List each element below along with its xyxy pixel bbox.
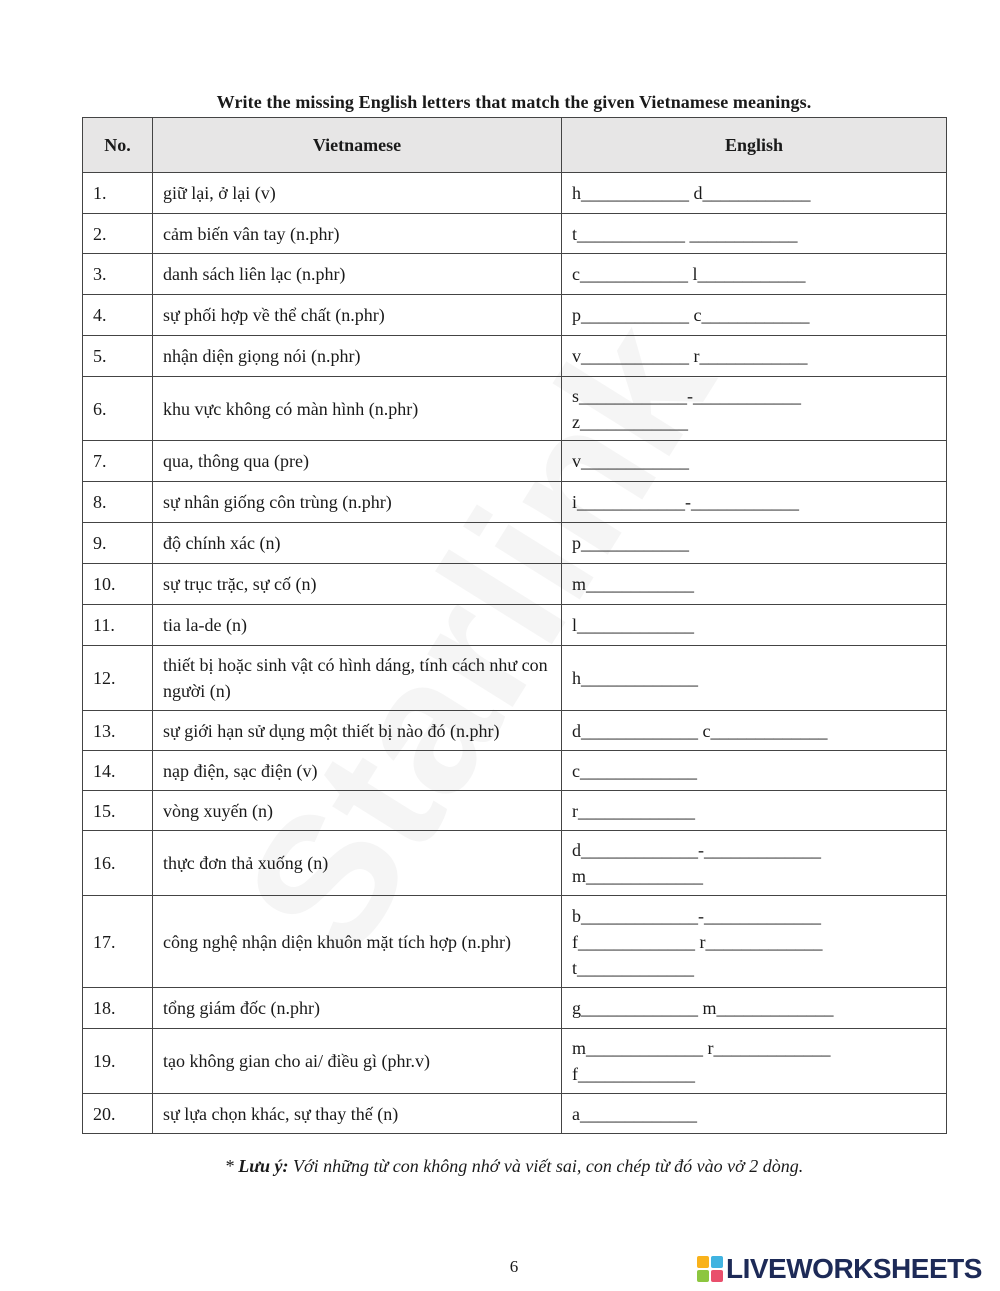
english-blank-cell [562,751,947,791]
vietnamese-meaning: nạp điện, sạc điện (v) [153,751,562,791]
row-number: 10. [83,564,153,605]
table-row [83,173,947,214]
vietnamese-meaning: công nghệ nhận diện khuôn mặt tích hợp (n.phr) [153,896,562,988]
vietnamese-meaning: thiết bị hoặc sinh vật có hình dáng, tính cách như con người (n) [153,646,562,711]
row-number: 4. [83,295,153,336]
table-row [83,295,947,336]
row-number: 13. [83,711,153,751]
english-blank[interactable]: v____________ r____________ [572,346,808,366]
row-number: 17. [83,896,153,988]
vietnamese-meaning: độ chính xác (n) [153,523,562,564]
english-blank[interactable]: v____________ [572,451,689,471]
table-row [83,377,947,441]
table-row [83,441,947,482]
row-number: 5. [83,336,153,377]
row-number: 15. [83,791,153,831]
row-number: 2. [83,214,153,254]
english-blank[interactable]: c_____________ [572,760,697,781]
table-row [83,711,947,751]
liveworksheets-logo-text: LIVEWORKSHEETS [726,1253,982,1284]
table-row [83,1029,947,1094]
liveworksheets-logo[interactable] [697,1254,982,1284]
vietnamese-meaning: khu vực không có màn hình (n.phr) [153,377,562,441]
english-blank[interactable]: p____________ [572,533,689,553]
logo-tile [711,1256,723,1268]
english-blank-cell [562,377,947,441]
english-blank[interactable]: i____________-____________ [572,492,799,512]
note-text: Với những từ con không nhớ và viết sai, con chép từ đó vào vở 2 dòng. [288,1156,804,1176]
row-number: 7. [83,441,153,482]
english-blank[interactable]: g_____________ m_____________ [572,998,834,1018]
vietnamese-meaning: sự lựa chọn khác, sự thay thế (n) [153,1094,562,1134]
english-blank[interactable]: t_____________ [572,957,695,978]
logo-tile [697,1270,709,1282]
english-blank-cell [562,711,947,751]
note [82,1156,946,1177]
row-number: 19. [83,1029,153,1094]
liveworksheets-logo-icon [697,1256,723,1282]
english-blank-cell [562,605,947,646]
english-blank[interactable]: m_____________ [572,866,704,886]
english-blank[interactable]: r_____________ [572,800,695,821]
english-blank[interactable]: d_____________-_____________ [572,840,821,860]
row-number: 9. [83,523,153,564]
vocabulary-table [82,117,947,1134]
english-blank[interactable]: b_____________-_____________ [572,905,821,926]
row-number: 3. [83,254,153,295]
table-row [83,896,947,988]
english-blank[interactable]: t____________ ____________ [572,223,798,244]
english-blank-cell [562,896,947,988]
vietnamese-meaning: sự phối hợp về thể chất (n.phr) [153,295,562,336]
vietnamese-meaning: cảm biến vân tay (n.phr) [153,214,562,254]
table-header-row [83,118,947,173]
english-blank-cell [562,791,947,831]
logo-tile [711,1270,723,1282]
table-row [83,831,947,896]
row-number: 1. [83,173,153,214]
vietnamese-meaning: qua, thông qua (pre) [153,441,562,482]
table-row [83,646,947,711]
english-blank-cell [562,1029,947,1094]
english-blank[interactable]: m_____________ r_____________ [572,1038,831,1058]
vietnamese-meaning: sự giới hạn sử dụng một thiết bị nào đó (n.phr) [153,711,562,751]
vietnamese-meaning: sự trục trặc, sự cố (n) [153,564,562,605]
page-number: 6 [509,1257,519,1276]
note-prefix: * [224,1156,239,1176]
row-number: 11. [83,605,153,646]
english-blank[interactable]: p____________ c____________ [572,305,810,325]
english-blank-cell [562,988,947,1029]
vietnamese-meaning: danh sách liên lạc (n.phr) [153,254,562,295]
table-row [83,605,947,646]
header-vietnamese: Vietnamese [153,118,562,173]
english-blank-cell [562,295,947,336]
english-blank-cell [562,564,947,605]
english-blank-cell [562,214,947,254]
table-row [83,214,947,254]
vietnamese-meaning: vòng xuyến (n) [153,791,562,831]
vietnamese-meaning: tia la-de (n) [153,605,562,646]
english-blank[interactable]: m____________ [572,574,695,594]
table-body [83,173,947,1134]
table-row [83,254,947,295]
english-blank-cell [562,173,947,214]
vietnamese-meaning: nhận diện giọng nói (n.phr) [153,336,562,377]
english-blank-cell [562,1094,947,1134]
table-row [83,336,947,377]
table-row [83,791,947,831]
row-number: 6. [83,377,153,441]
table-row [83,988,947,1029]
english-blank[interactable]: h_____________ [572,668,698,688]
english-blank-cell [562,254,947,295]
english-blank-cell [562,441,947,482]
english-blank[interactable]: c____________ l____________ [572,264,806,284]
vietnamese-meaning: giữ lại, ở lại (v) [153,173,562,214]
english-blank[interactable]: a_____________ [572,1103,697,1124]
logo-tile [697,1256,709,1268]
worksheet-title: Write the missing English letters that match the given Vietnamese meanings. [216,92,812,112]
table-row [83,751,947,791]
row-number: 12. [83,646,153,711]
row-number: 16. [83,831,153,896]
table-row [83,564,947,605]
row-number: 14. [83,751,153,791]
table-row [83,1094,947,1134]
english-blank[interactable]: f_____________ r_____________ [572,931,823,952]
vietnamese-meaning: sự nhân giống côn trùng (n.phr) [153,482,562,523]
english-blank-cell [562,831,947,896]
english-blank-cell [562,336,947,377]
english-blank[interactable]: z____________ [572,411,688,432]
row-number: 20. [83,1094,153,1134]
row-number: 8. [83,482,153,523]
row-number: 18. [83,988,153,1029]
table-row [83,523,947,564]
note-label: Lưu ý: [238,1156,289,1176]
english-blank-cell [562,646,947,711]
english-blank-cell [562,482,947,523]
english-blank[interactable]: d_____________ c_____________ [572,720,828,741]
vietnamese-meaning: thực đơn thả xuống (n) [153,831,562,896]
english-blank[interactable]: l_____________ [572,615,695,635]
english-blank[interactable]: s____________-____________ [572,385,801,406]
vietnamese-meaning: tạo không gian cho ai/ điều gì (phr.v) [153,1029,562,1094]
header-no: No. [83,118,153,173]
english-blank[interactable]: f_____________ [572,1064,695,1084]
header-english: English [562,118,947,173]
english-blank-cell [562,523,947,564]
english-blank[interactable]: h____________ d____________ [572,183,811,203]
table-row [83,482,947,523]
vietnamese-meaning: tổng giám đốc (n.phr) [153,988,562,1029]
